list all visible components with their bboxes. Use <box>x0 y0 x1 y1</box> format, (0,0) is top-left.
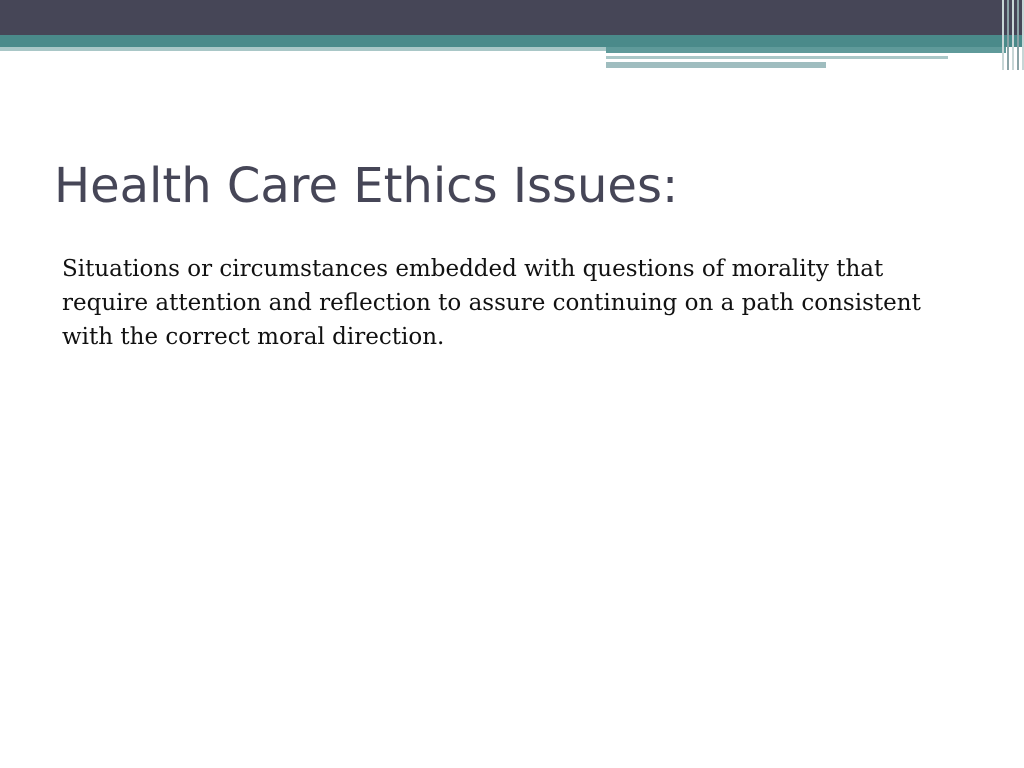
stripe <box>1012 0 1014 70</box>
stripe <box>1017 0 1019 70</box>
header-right-stripes <box>992 0 1024 70</box>
header-thin-line <box>606 56 948 59</box>
stripe <box>1002 0 1004 70</box>
stripe <box>1007 0 1009 70</box>
header-band-dark <box>0 0 1024 35</box>
header-accent-light <box>0 47 606 51</box>
header-accent-mid <box>606 47 1006 53</box>
slide-body-text: Situations or circumstances embedded with questions of morality that require attention and reflection to assure continuing on a path consistent with the correct moral direction. <box>62 256 921 350</box>
header-band-teal <box>0 35 1024 47</box>
slide-title: Health Care Ethics Issues: <box>54 158 679 214</box>
header-thin-line-lower <box>606 62 826 68</box>
